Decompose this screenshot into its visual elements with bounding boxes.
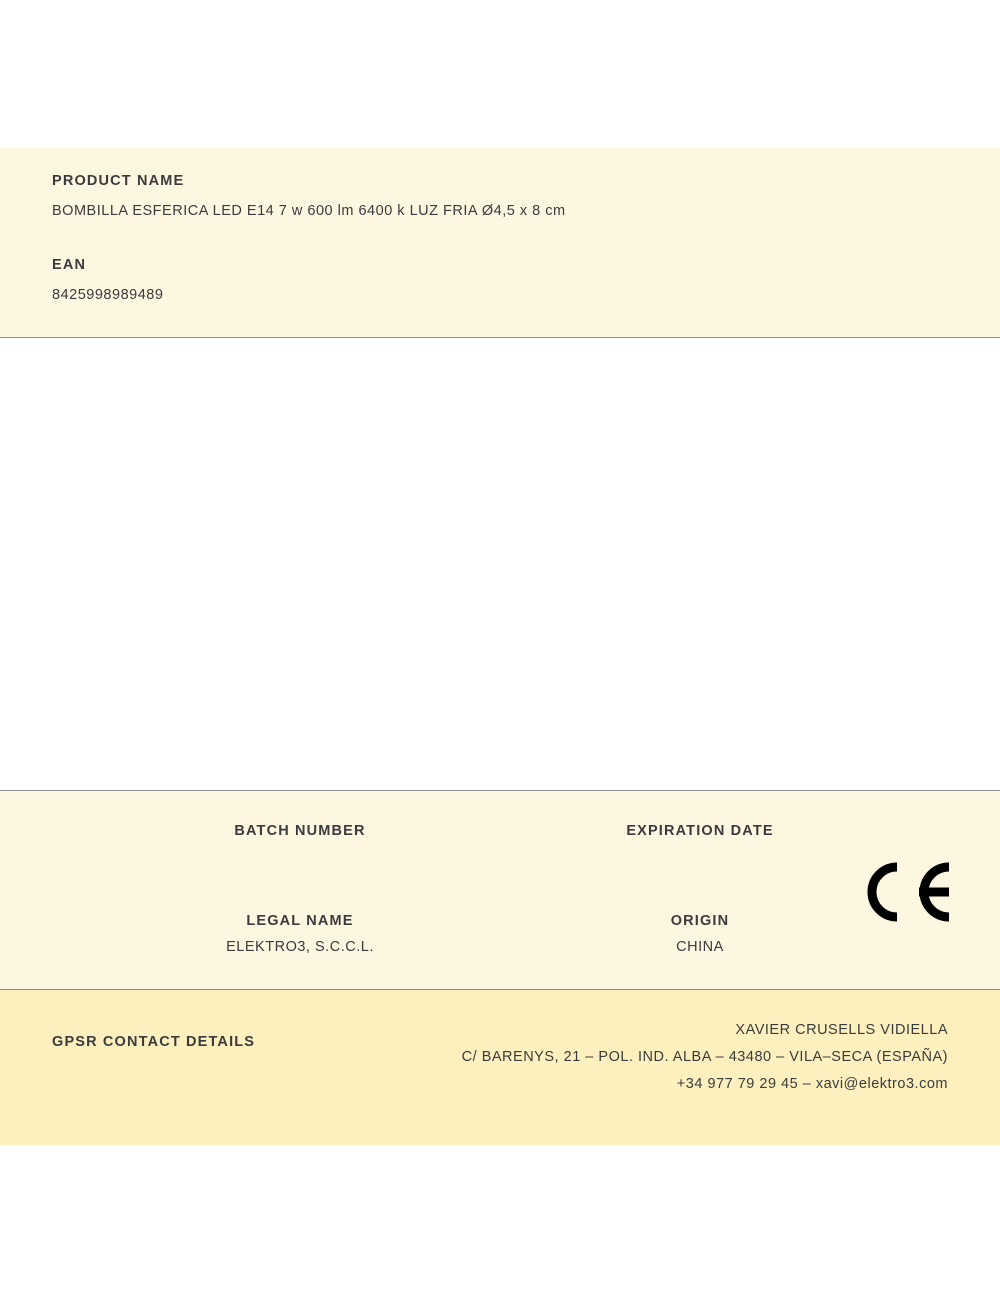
- expiration-date-cell: [500, 823, 900, 866]
- product-name-label: PRODUCT NAME: [52, 173, 185, 189]
- legal-name-value: ELEKTRO3, S.C.C.L.: [226, 939, 374, 955]
- origin-cell: [500, 913, 900, 956]
- batch-legal-section: [0, 790, 1000, 990]
- ean-value: 8425998989489: [52, 287, 164, 303]
- expiration-date-value: [500, 849, 900, 866]
- origin-value: CHINA: [676, 939, 724, 955]
- product-details-section: [0, 148, 1000, 338]
- gpsr-contact-lines: [462, 1022, 948, 1092]
- batch-expiration-row: [0, 823, 1000, 866]
- batch-number-value: [100, 849, 500, 866]
- page-bottom-margin: [0, 1145, 1000, 1300]
- legal-name-label: LEGAL NAME: [246, 913, 354, 929]
- legal-origin-row: [0, 913, 1000, 956]
- ce-marking-icon: [857, 858, 957, 926]
- expiration-date-label: EXPIRATION DATE: [626, 823, 774, 839]
- gpsr-contact-label: GPSR CONTACT DETAILS: [52, 1034, 256, 1050]
- gpsr-contact-name: XAVIER CRUSELLS VIDIELLA: [735, 1022, 948, 1038]
- origin-label: ORIGIN: [670, 913, 730, 929]
- gpsr-contact-phone-email: +34 977 79 29 45 – xavi@elektro3.com: [676, 1076, 948, 1092]
- ean-label: EAN: [52, 257, 87, 273]
- batch-number-label: BATCH NUMBER: [234, 823, 366, 839]
- gpsr-contact-section: [0, 990, 1000, 1145]
- product-name-value: BOMBILLA ESFERICA LED E14 7 w 600 lm 6400 k LUZ FRIA Ø4,5 x 8 cm: [52, 203, 566, 219]
- blank-content-area: [0, 338, 1000, 790]
- field-spacer: [52, 219, 948, 257]
- gpsr-contact-address: C/ BARENYS, 21 – POL. IND. ALBA – 43480 – VILA–SECA (ESPAÑA): [461, 1049, 948, 1065]
- legal-name-cell: [100, 913, 500, 956]
- batch-number-cell: [100, 823, 500, 866]
